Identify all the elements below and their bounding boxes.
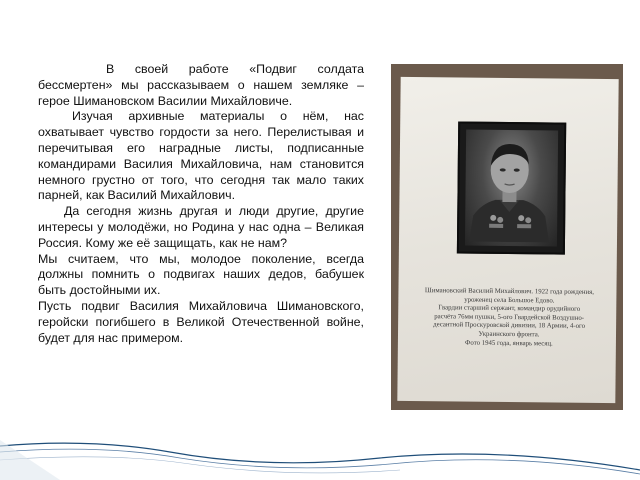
portrait-image bbox=[465, 130, 558, 247]
archive-document-photo bbox=[391, 64, 623, 410]
document-caption bbox=[412, 287, 607, 349]
paragraph-3: Да сегодня жизнь другая и люди другие, другие интересы у молодёжи, но Родина у нас одна – Великая Россия. Кому же её защищать, как не нам? bbox=[38, 204, 364, 250]
paragraph-5: Пусть подвиг Василия Михайловича Шимановского, геройски погибшего в Великой Отечественной войне, будет для нас примером. bbox=[38, 298, 364, 345]
caption-line: Гвардии старший сержант, командир орудийного bbox=[438, 304, 581, 313]
paragraph-4: Мы считаем, что мы, молодое поколение, всегда должны помнить о подвигах наших дедов, бабушек быть достойными их. bbox=[38, 251, 364, 298]
soldier-portrait bbox=[457, 121, 566, 254]
caption-line: десантной Проскуровской дивизии, 18 Армии, 4-ого bbox=[433, 321, 586, 331]
paragraph-1: В своей работе «Подвиг солдата бессмертен» мы рассказываем о нашем земляке – герое Шимановском Василии Михайловиче. bbox=[38, 62, 364, 108]
main-text bbox=[38, 62, 364, 346]
soldier-silhouette-icon bbox=[465, 130, 554, 243]
caption-line: Фото 1945 года, январь месяц. bbox=[465, 339, 553, 348]
document-sheet bbox=[397, 77, 618, 403]
decorative-swoosh bbox=[0, 400, 640, 480]
caption-line: уроженец села Большое Едово. bbox=[464, 296, 555, 305]
caption-line: Шимановский Василий Михайлович. 1922 года рождения, bbox=[424, 287, 595, 296]
caption-line: расчёта 76мм пушки, 5-ого Гвардейской Воздушно- bbox=[434, 313, 585, 322]
paragraph-2: Изучая архивные материалы о нём, нас охватывает чувство гордости за него. Перелистывая и перечитывая его наградные листы, подписанные командирами Василия Михайловича, нам становится немного грустно от того, что сегодня так мало таких парней, как Василий Михайлович. bbox=[38, 109, 364, 203]
caption-line: Украинского фронта. bbox=[478, 330, 540, 339]
